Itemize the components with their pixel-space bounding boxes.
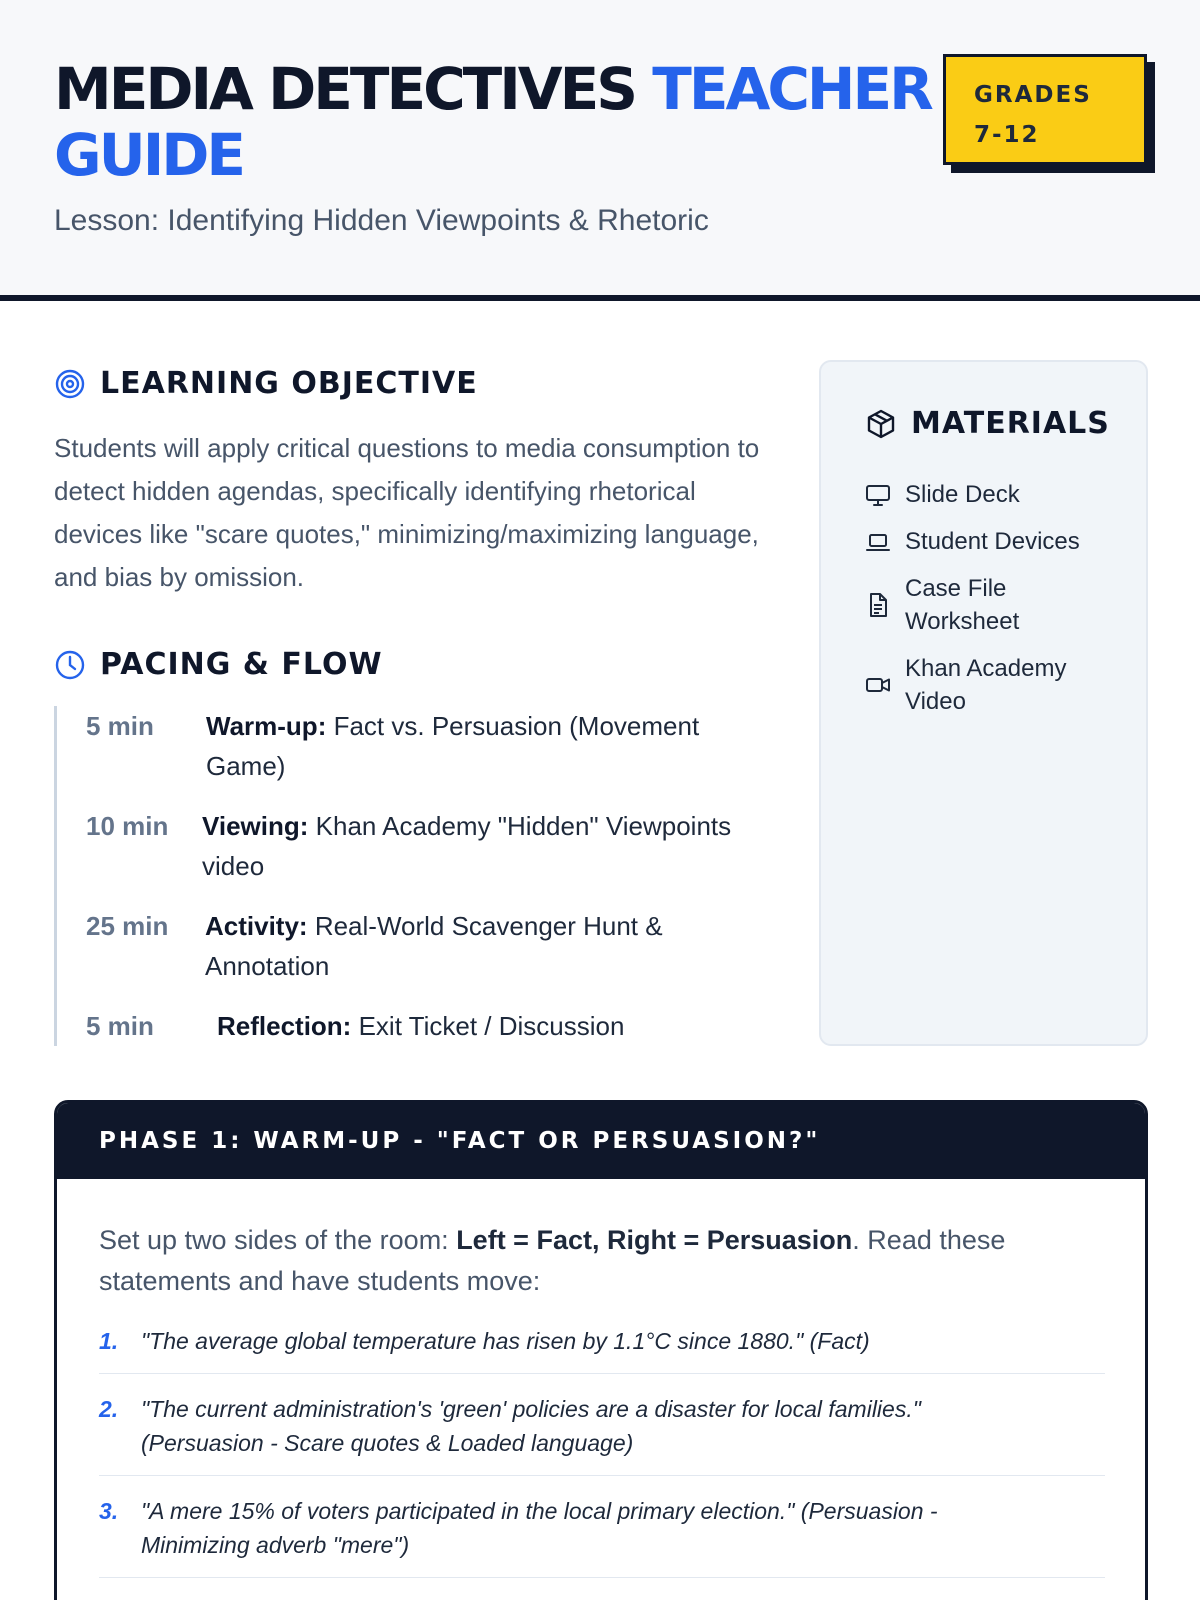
materials-heading-label: MATERIALS <box>911 406 1110 441</box>
pacing-label: Viewing: <box>202 811 309 841</box>
objective-heading-label: LEARNING OBJECTIVE <box>100 366 478 401</box>
materials-heading <box>865 406 1110 441</box>
pacing-detail: Khan Academy "Hidden" Viewpoints video <box>202 811 732 881</box>
pacing-detail: Fact vs. Persuasion (Movement Game) <box>206 711 700 781</box>
title-accent: TEACHER GUIDE <box>54 55 931 189</box>
statement-item <box>99 1324 1105 1374</box>
pacing-desc <box>206 706 746 786</box>
statement-text: "The current administration's 'green' policies are a disaster for local families." (Persuasion - Scare quotes & Loaded language) <box>141 1396 921 1456</box>
lesson-subtitle: Lesson: Identifying Hidden Viewpoints & Rhetoric <box>54 204 709 237</box>
pacing-detail: Real-World Scavenger Hunt & Annotation <box>205 911 663 981</box>
materials-item-label: Slide Deck <box>905 481 1020 508</box>
pacing-detail: Exit Ticket / Discussion <box>358 1011 625 1041</box>
materials-item-label: Student Devices <box>905 528 1080 555</box>
phase-1-card <box>54 1100 1148 1600</box>
pacing-desc <box>217 1006 777 1046</box>
objective-text: Students will apply critical questions to media consumption to detect hidden agendas, specifically identifying rhetorical devices like "scare quotes," minimizing/maximizing language, and bias by omission. <box>54 433 760 592</box>
phase-1-intro <box>99 1220 1099 1302</box>
pacing-heading-label: PACING & FLOW <box>100 647 383 682</box>
objective-heading <box>54 366 478 401</box>
statement-item <box>99 1392 1105 1476</box>
pacing-list <box>54 706 774 1046</box>
intro-separator: , <box>591 1225 607 1255</box>
materials-item <box>865 478 1020 511</box>
statement-number: 1. <box>99 1328 119 1354</box>
pacing-time: 5 min <box>86 711 154 741</box>
materials-item <box>865 652 1105 718</box>
clock-icon <box>54 649 86 681</box>
grades-badge-label: GRADES <box>974 82 1092 108</box>
title-main: MEDIA DETECTIVES <box>54 55 636 123</box>
pacing-label: Warm-up: <box>206 711 327 741</box>
pacing-time: 25 min <box>86 911 169 941</box>
document-icon <box>865 592 891 618</box>
pacing-label: Activity: <box>205 911 308 941</box>
page-header <box>0 0 1200 301</box>
pacing-time: 5 min <box>86 1011 154 1041</box>
materials-item <box>865 525 1080 558</box>
pacing-label: Reflection: <box>217 1011 352 1041</box>
statement-text: "The average global temperature has risen by 1.1°C since 1880." (Fact) <box>141 1328 870 1354</box>
materials-panel <box>819 360 1148 1046</box>
intro-text: Set up two sides of the room: <box>99 1225 457 1255</box>
intro-persuasion-side: Right = Persuasion <box>606 1225 853 1255</box>
phase-1-heading: PHASE 1: WARM-UP - "FACT OR PERSUASION?" <box>57 1103 1145 1179</box>
target-icon <box>54 368 86 400</box>
statement-number: 3. <box>99 1498 119 1524</box>
monitor-icon <box>865 482 891 508</box>
statement-number: 2. <box>99 1396 119 1422</box>
intro-text-end: . Read these statements and have students move: <box>99 1225 1006 1296</box>
grades-badge <box>943 54 1147 165</box>
pacing-desc <box>205 906 745 986</box>
laptop-icon <box>865 529 891 555</box>
pacing-heading <box>54 647 383 682</box>
pacing-time: 10 min <box>86 811 169 841</box>
materials-item-label: Case File Worksheet <box>905 575 1020 635</box>
statement-text: "A mere 15% of voters participated in the local primary election." (Persuasion - Minimizing adverb "mere") <box>141 1498 938 1558</box>
pacing-desc <box>202 806 742 886</box>
statement-item <box>99 1494 1105 1578</box>
video-icon <box>865 672 891 698</box>
materials-item-label: Khan Academy Video <box>905 655 1067 715</box>
intro-fact-side: Left = Fact <box>456 1225 592 1255</box>
package-icon <box>865 408 897 440</box>
grades-badge-range: 7-12 <box>974 122 1040 148</box>
materials-item <box>865 572 1105 638</box>
page-title <box>54 56 954 188</box>
